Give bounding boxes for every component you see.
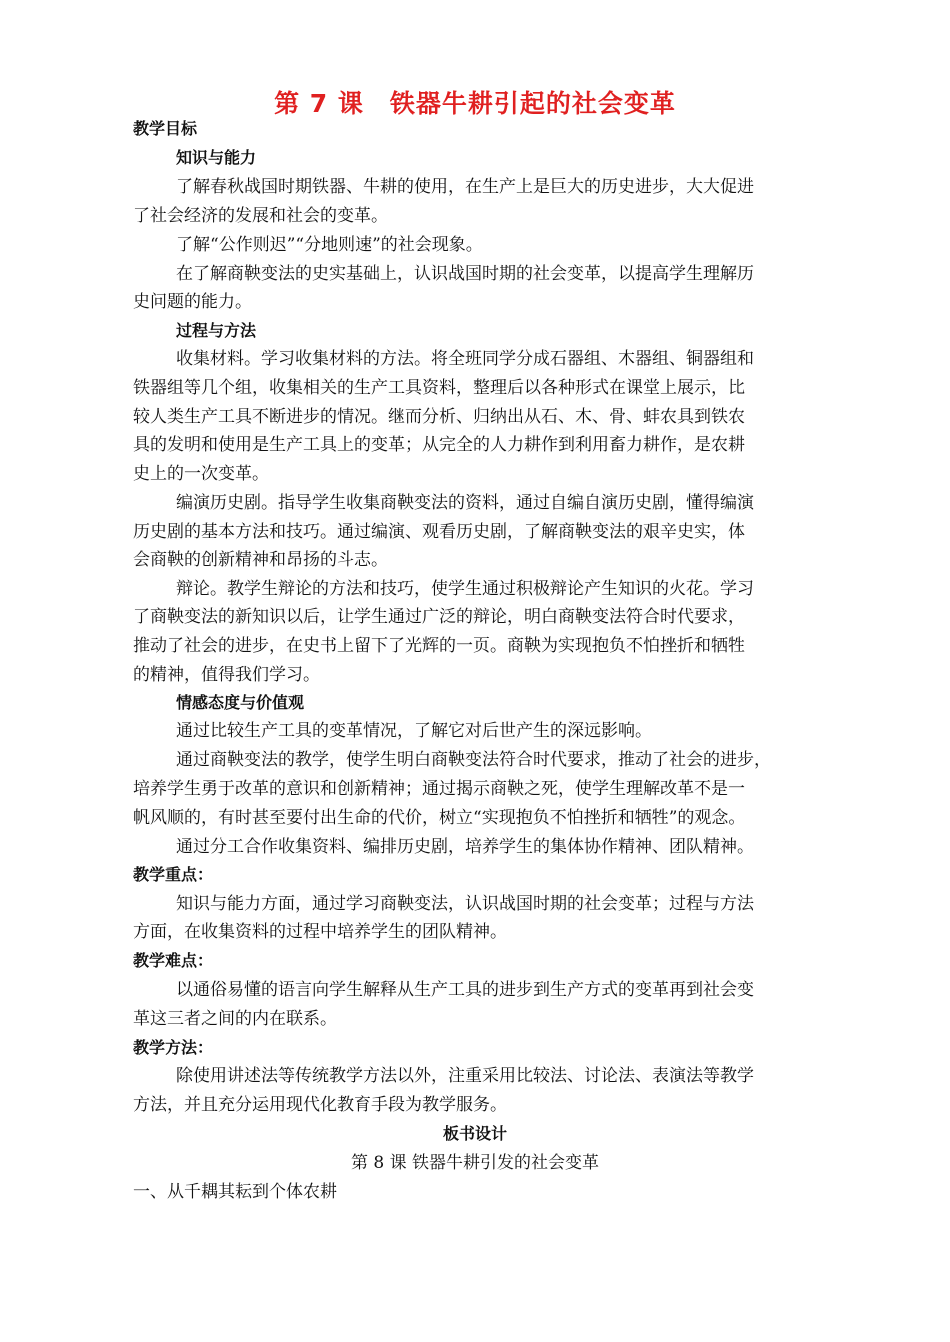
attitude-p2-line3: 帆风顺的，有时甚至要付出生命的代价，树立“实现抱负不怕挫折和牺牲”的观念。 [133, 808, 746, 828]
key-line1: 知识与能力方面，通过学习商鞅变法，认识战国时期的社会变革；过程与方法 [176, 894, 754, 914]
attitude-p1-line1: 通过比较生产工具的变革情况，了解它对后世产生的深远影响。 [176, 721, 652, 741]
knowledge-p3-line1: 在了解商鞅变法的史实基础上，认识战国时期的社会变革，以提高学生理解历 [176, 264, 754, 284]
attitude-p3-line1: 通过分工合作收集资料、编排历史剧，培养学生的集体协作精神、团队精神。 [176, 837, 754, 857]
process-p3-line4: 的精神，值得我们学习。 [133, 665, 320, 685]
difficulty-line2: 革这三者之间的内在联系。 [133, 1009, 337, 1029]
key-heading: 教学重点： [133, 865, 214, 884]
attitude-p2-line2: 培养学生勇于改革的意识和创新精神；通过揭示商鞅之死，使学生理解改革不是一 [133, 779, 745, 799]
difficulty-heading: 教学难点： [133, 951, 214, 970]
process-p2-line3: 会商鞅的创新精神和昂扬的斗志。 [133, 550, 388, 570]
lesson-title: 第 7 课 铁器牛耕引起的社会变革 [274, 89, 676, 118]
process-p3-line1: 辩论。教学生辩论的方法和技巧，使学生通过积极辩论产生知识的火花。学习 [176, 579, 754, 599]
difficulty-line1: 以通俗易懂的语言向学生解释从生产工具的进步到生产方式的变革再到社会变 [176, 980, 754, 1000]
attitude-p2-line1: 通过商鞅变法的教学，使学生明白商鞅变法符合时代要求，推动了社会的进步， [176, 750, 771, 770]
knowledge-p3-line2: 史问题的能力。 [133, 292, 252, 312]
process-p1-line5: 史上的一次变革。 [133, 464, 269, 484]
goals-heading: 教学目标 [133, 119, 198, 138]
process-heading: 过程与方法 [176, 321, 257, 340]
knowledge-p2-line1: 了解“公作则迟”“分地则速”的社会现象。 [176, 235, 483, 255]
key-line2: 方面，在收集资料的过程中培养学生的团队精神。 [133, 922, 507, 942]
knowledge-p1-line1: 了解春秋战国时期铁器、牛耕的使用，在生产上是巨大的历史进步，大大促进 [176, 177, 754, 197]
knowledge-heading: 知识与能力 [176, 148, 257, 167]
board-title: 第 8 课 铁器牛耕引发的社会变革 [350, 1153, 600, 1173]
process-p1-line4: 具的发明和使用是生产工具上的变革；从完全的人力耕作到利用畜力耕作，是农耕 [133, 435, 745, 455]
process-p2-line1: 编演历史剧。指导学生收集商鞅变法的资料，通过自编自演历史剧，懂得编演 [176, 493, 754, 513]
process-p2-line2: 历史剧的基本方法和技巧。通过编演、观看历史剧，了解商鞅变法的艰辛史实，体 [133, 522, 745, 542]
process-p1-line1: 收集材料。学习收集材料的方法。将全班同学分成石器组、木器组、铜器组和 [176, 349, 754, 369]
process-p3-line3: 推动了社会的进步，在史书上留下了光辉的一页。商鞅为实现抱负不怕挫折和牺牲 [133, 636, 745, 656]
method-line2: 方法，并且充分运用现代化教育手段为教学服务。 [133, 1095, 507, 1115]
process-p1-line2: 铁器组等几个组，收集相关的生产工具资料，整理后以各种形式在课堂上展示，比 [133, 378, 745, 398]
board-item-1: 一、从千耦其耘到个体农耕 [133, 1182, 337, 1202]
attitude-heading: 情感态度与价值观 [176, 693, 305, 712]
method-heading: 教学方法： [133, 1038, 214, 1057]
method-line1: 除使用讲述法等传统教学方法以外，注重采用比较法、讨论法、表演法等教学 [176, 1066, 754, 1086]
knowledge-p1-line2: 了社会经济的发展和社会的变革。 [133, 206, 388, 226]
process-p1-line3: 较人类生产工具不断进步的情况。继而分析、归纳出从石、木、骨、蚌农具到铁农 [133, 407, 745, 427]
process-p3-line2: 了商鞅变法的新知识以后，让学生通过广泛的辩论，明白商鞅变法符合时代要求， [133, 607, 745, 627]
board-heading: 板书设计 [442, 1124, 507, 1143]
